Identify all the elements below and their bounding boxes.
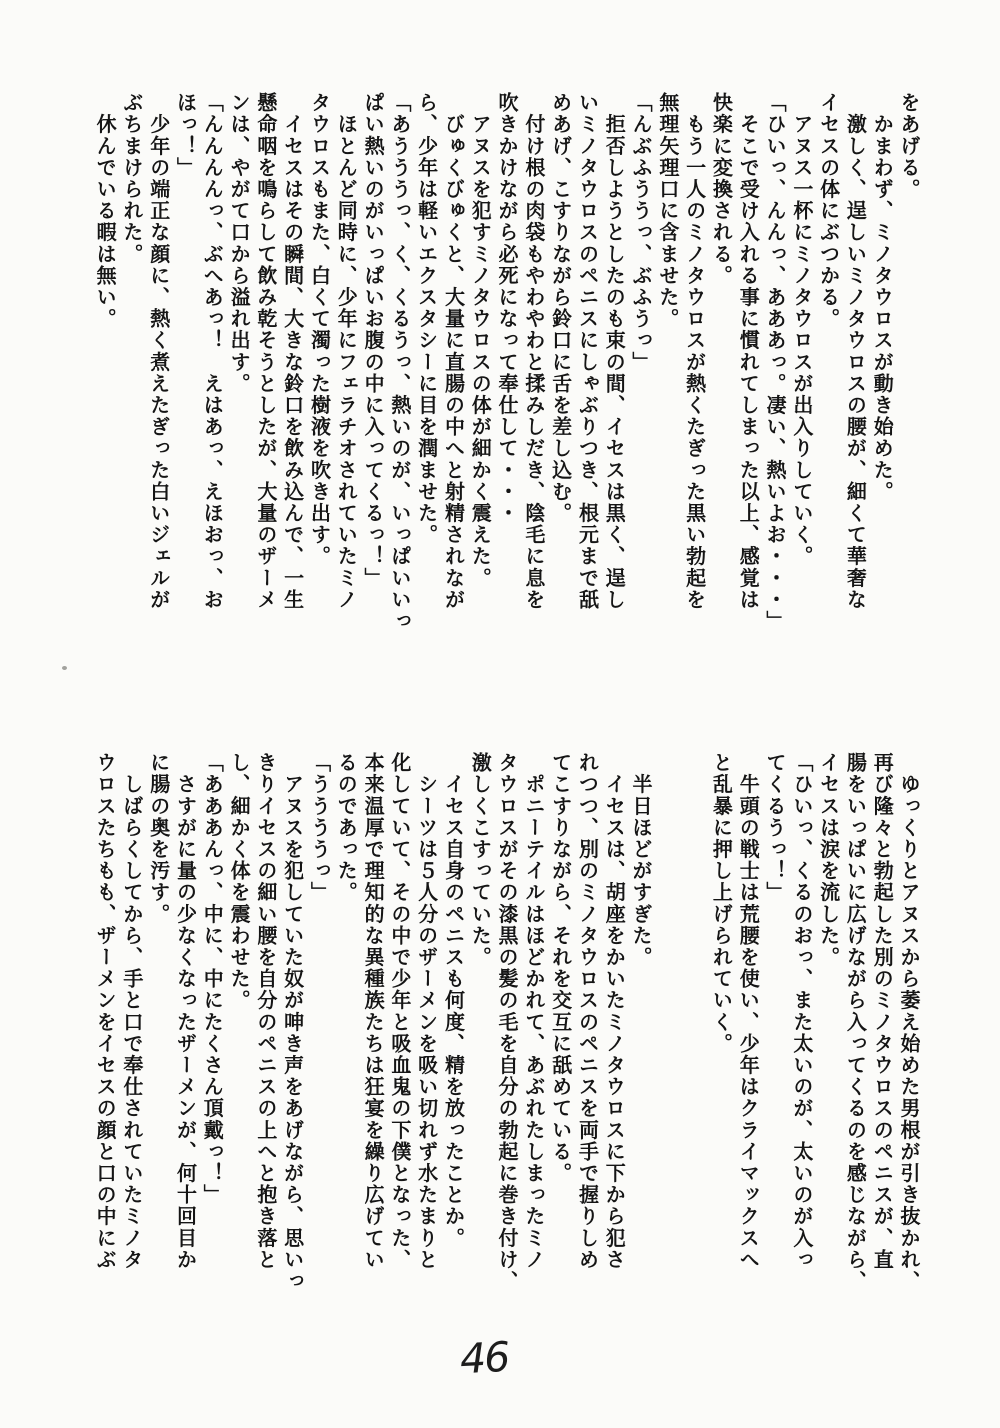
text-column: れつつ、別のミノタウロスのペニスを両手で握りしめ xyxy=(575,752,600,1271)
text-column: かまわず、ミノタウロスが動き始めた。 xyxy=(870,92,895,503)
text-column: ほっ！」 xyxy=(173,92,198,179)
text-column: 「あああんっ、中に、中にたくさん頂戴っ！」 xyxy=(200,752,225,1206)
text-column: と乱暴に押し上げられていく。 xyxy=(709,752,734,1055)
text-column: し、細かく体を震わせた。 xyxy=(227,752,252,1012)
text-column: ポニーテイルはほどかれて、あぶれたしまったミノ xyxy=(521,752,546,1271)
text-column: 休んでいる暇は無い。 xyxy=(93,92,118,330)
text-column: ンは、やがて口から溢れ出す。 xyxy=(227,92,252,395)
text-column: アヌスを犯すミノタウロスの体が細かく震えた。 xyxy=(468,92,493,589)
text-column: しばらくしてから、手と口で奉仕されていたミノタ xyxy=(119,752,144,1271)
text-block-bottom xyxy=(91,752,922,1314)
text-column: さすがに量の少なくなったザーメンが、何十回目か xyxy=(173,752,198,1271)
text-column: ゆっくりとアヌスから萎え始めた男根が引き抜かれ、 xyxy=(897,752,921,1292)
text-column: をあげる。 xyxy=(897,92,921,200)
text-column: アヌスを犯していた奴が呻き声をあげながら、思いっ xyxy=(280,752,305,1292)
text-column: イセスは、胡座をかいたミノタウロスに下から犯さ xyxy=(602,752,627,1271)
text-column: 牛頭の戦士は荒腰を使い、少年はクライマックスへ xyxy=(736,752,761,1271)
text-column: シーツは５人分のザーメンを吸い切れず水たまりと xyxy=(414,752,439,1271)
text-column: 「んんんんっ、ぶへあっ！ えはあっ、えほおっ、お xyxy=(200,92,225,611)
text-column: タウロスがその漆黒の髪の毛を自分の勃起に巻き付け、 xyxy=(495,752,520,1292)
text-column: 少年の端正な顔に、熱く煮えたぎった白いジェルが xyxy=(146,92,171,611)
text-column: に腸の奥を汚す。 xyxy=(146,752,171,925)
text-column: るのであった。 xyxy=(334,752,359,904)
text-column: 激しく、逞しいミノタウロスの腰が、細くて華奢な xyxy=(843,92,868,611)
text-column: タウロスもまた、白くて濁った樹液を吹き出す。 xyxy=(307,92,332,568)
scan-speck xyxy=(62,666,67,670)
text-column: 拒否しようとしたのも束の間、イセスは黒く、逞し xyxy=(602,92,627,611)
text-column: 化していて、その中で少年と吸血鬼の下僕となった、 xyxy=(387,752,412,1271)
text-block-top xyxy=(91,92,922,654)
page-number: 46 xyxy=(458,1332,510,1384)
text-column: イセス自身のペニスも何度、精を放ったことか。 xyxy=(441,752,466,1249)
text-column: イセスの体にぶつかる。 xyxy=(816,92,841,330)
text-column: そこで受け入れる事に慣れてしまった以上、感覚は xyxy=(736,92,761,611)
text-column: ぱい熱いのがいっぱいお腹の中に入ってくるっ！」 xyxy=(361,92,386,589)
text-column: 付け根の肉袋もやわやわと揉みしだき、陰毛に息を xyxy=(521,92,546,611)
text-column: 「あうううっ、く、くるうっ、熱いのが、いっぱいいっ xyxy=(387,92,412,632)
text-column: びゅくびゅくと、大量に直腸の中へと射精されなが xyxy=(441,92,466,611)
text-column: 腸をいっぱいに広げながら入ってくるのを感じながら、 xyxy=(843,752,868,1292)
text-column: てくるうっ！」 xyxy=(763,752,788,904)
text-column: 本来温厚で理知的な異種族たちは狂宴を繰り広げてい xyxy=(361,752,386,1271)
text-column: もう一人のミノタウロスが熱くたぎった黒い勃起を xyxy=(682,92,707,611)
text-column: きりイセスの細い腰を自分のペニスの上へと抱き落と xyxy=(253,752,278,1271)
text-column: ぶちまけられた。 xyxy=(119,92,144,265)
text-column: いミノタウロスのペニスにしゃぶりつき、根元まで舐 xyxy=(575,92,600,611)
text-column: 「ううううっ」 xyxy=(307,752,332,904)
text-column: ウロスたちもも、ザーメンをイセスの顔と口の中にぶ xyxy=(93,752,118,1271)
text-column: 激しくこすっていた。 xyxy=(468,752,493,968)
text-column: 「ひいっ、くるのおっ、また太いのが、太いのが入っ xyxy=(789,752,814,1271)
text-column: てこすりながら、それを交互に舐めている。 xyxy=(548,752,573,1184)
text-column: イセスはその瞬間、大きな鈴口を飲み込んで、一生 xyxy=(280,92,305,611)
text-column: ら、少年は軽いエクスタシーに目を潤ませた。 xyxy=(414,92,439,546)
text-column: 「ひいっ、んんっ、あああっ。凄い、熱いよお・・・」 xyxy=(763,92,788,632)
text-column: 快楽に変換される。 xyxy=(709,92,734,287)
text-column: アヌス一杯にミノタウロスが出入りしていく。 xyxy=(789,92,814,568)
text-column: 「んぶふううっ、ぶふうっ」 xyxy=(629,92,654,373)
text-column: 無理矢理口に含ませた。 xyxy=(655,92,680,330)
text-column: ほとんど同時に、少年にフェラチオされていたミノ xyxy=(334,92,359,611)
text-column: 再び隆々と勃起した別のミノタウロスのペニスが、直 xyxy=(870,752,895,1271)
text-column xyxy=(654,752,681,1314)
text-column: イセスは涙を流した。 xyxy=(816,752,841,968)
text-column: めあげ、こすりながら鈴口に舌を差し込む。 xyxy=(548,92,573,524)
text-column: 半日ほどがすぎた。 xyxy=(629,752,654,968)
text-column: 懸命咽を鳴らして飲み乾そうとしたが、大量のザーメ xyxy=(253,92,278,611)
text-column xyxy=(681,752,708,1314)
text-column: 吹きかけながら必死になって奉仕して・・・ xyxy=(495,92,520,524)
